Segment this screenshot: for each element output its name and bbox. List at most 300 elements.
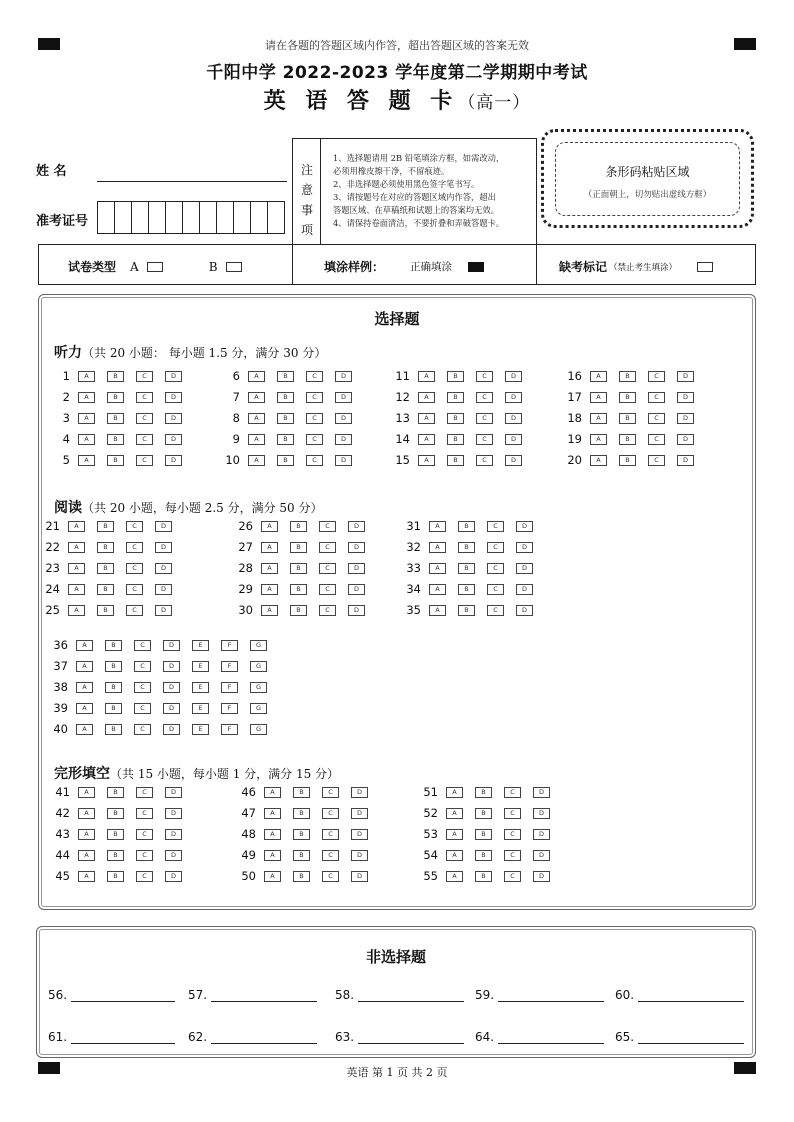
- option-d-bubble[interactable]: D: [348, 521, 365, 532]
- option-b-bubble[interactable]: B: [105, 682, 122, 693]
- option-c-bubble[interactable]: C: [487, 605, 504, 616]
- option-c-bubble[interactable]: C: [134, 703, 151, 714]
- option-c-bubble[interactable]: C: [306, 371, 323, 382]
- option-b-bubble[interactable]: B: [475, 829, 492, 840]
- option-b-bubble[interactable]: B: [105, 724, 122, 735]
- option-d-bubble[interactable]: D: [351, 850, 368, 861]
- option-a-bubble[interactable]: A: [418, 434, 435, 445]
- exam-id-label: 准考证号: [36, 214, 89, 229]
- option-e-bubble[interactable]: E: [192, 703, 209, 714]
- option-c-bubble[interactable]: C: [476, 371, 493, 382]
- question-19: [562, 432, 706, 446]
- option-b-bubble[interactable]: B: [277, 392, 294, 403]
- option-d-bubble[interactable]: D: [351, 829, 368, 840]
- id-cell[interactable]: [233, 201, 250, 234]
- option-c-bubble[interactable]: C: [306, 392, 323, 403]
- option-d-bubble[interactable]: D: [165, 850, 182, 861]
- option-a-bubble[interactable]: A: [590, 434, 607, 445]
- question-23: [40, 561, 184, 575]
- option-d-bubble[interactable]: D: [155, 563, 172, 574]
- option-f-bubble[interactable]: F: [221, 724, 238, 735]
- option-c-bubble[interactable]: C: [648, 413, 665, 424]
- option-a-bubble[interactable]: A: [78, 434, 95, 445]
- question-number: 28: [238, 561, 253, 575]
- option-d-bubble[interactable]: D: [155, 521, 172, 532]
- answer-line[interactable]: [211, 1031, 317, 1044]
- option-a-bubble[interactable]: A: [78, 787, 95, 798]
- option-c-bubble[interactable]: C: [476, 434, 493, 445]
- answer-line[interactable]: [71, 989, 175, 1002]
- option-b-bubble[interactable]: B: [475, 787, 492, 798]
- option-a-bubble[interactable]: A: [76, 724, 93, 735]
- answer-line[interactable]: [498, 1031, 604, 1044]
- option-d-bubble[interactable]: D: [348, 584, 365, 595]
- answer-line[interactable]: [71, 1031, 175, 1044]
- option-a-bubble[interactable]: A: [76, 640, 93, 651]
- option-c-bubble[interactable]: C: [306, 455, 323, 466]
- option-d-bubble[interactable]: D: [505, 413, 522, 424]
- option-b-bubble[interactable]: B: [458, 563, 475, 574]
- answer-blank-57: [188, 988, 317, 1002]
- option-d-bubble[interactable]: D: [348, 563, 365, 574]
- option-a-bubble[interactable]: A: [68, 563, 85, 574]
- option-e-bubble[interactable]: E: [192, 724, 209, 735]
- option-b-bubble[interactable]: B: [97, 584, 114, 595]
- option-a-bubble[interactable]: A: [261, 605, 278, 616]
- type-b-checkbox[interactable]: [226, 262, 242, 272]
- option-a-bubble[interactable]: A: [590, 455, 607, 466]
- option-d-bubble[interactable]: D: [163, 661, 180, 672]
- option-d-bubble[interactable]: D: [165, 434, 182, 445]
- option-c-bubble[interactable]: C: [487, 584, 504, 595]
- option-d-bubble[interactable]: D: [163, 682, 180, 693]
- question-55: [418, 869, 562, 883]
- option-c-bubble[interactable]: C: [126, 584, 143, 595]
- option-a-bubble[interactable]: A: [78, 850, 95, 861]
- answer-line[interactable]: [638, 989, 744, 1002]
- option-b-bubble[interactable]: B: [107, 392, 124, 403]
- option-b-bubble[interactable]: B: [458, 605, 475, 616]
- option-b-bubble[interactable]: B: [105, 661, 122, 672]
- question-number: 50: [241, 869, 256, 883]
- option-b-bubble[interactable]: B: [293, 850, 310, 861]
- option-b-bubble[interactable]: B: [619, 434, 636, 445]
- option-d-bubble[interactable]: D: [351, 808, 368, 819]
- question-36: [48, 638, 279, 652]
- question-33: [401, 561, 545, 575]
- option-c-bubble[interactable]: C: [136, 871, 153, 882]
- option-a-bubble[interactable]: A: [264, 871, 281, 882]
- option-d-bubble[interactable]: D: [165, 829, 182, 840]
- question-number: 47: [241, 806, 256, 820]
- option-d-bubble[interactable]: D: [348, 542, 365, 553]
- option-c-bubble[interactable]: C: [319, 605, 336, 616]
- option-d-bubble[interactable]: D: [516, 521, 533, 532]
- option-a-bubble[interactable]: A: [248, 455, 265, 466]
- option-c-bubble[interactable]: C: [504, 829, 521, 840]
- answer-line[interactable]: [211, 989, 317, 1002]
- option-g-bubble[interactable]: G: [250, 703, 267, 714]
- option-a-bubble[interactable]: A: [418, 371, 435, 382]
- option-f-bubble[interactable]: F: [221, 661, 238, 672]
- option-b-bubble[interactable]: B: [619, 392, 636, 403]
- option-d-bubble[interactable]: D: [505, 371, 522, 382]
- question-44: [50, 848, 194, 862]
- option-b-bubble[interactable]: B: [458, 584, 475, 595]
- option-f-bubble[interactable]: F: [221, 640, 238, 651]
- option-g-bubble[interactable]: G: [250, 724, 267, 735]
- question-17: [562, 390, 706, 404]
- option-c-bubble[interactable]: C: [136, 434, 153, 445]
- option-d-bubble[interactable]: D: [516, 605, 533, 616]
- id-cell[interactable]: [97, 201, 114, 234]
- question-5: [50, 453, 194, 467]
- option-c-bubble[interactable]: C: [487, 563, 504, 574]
- option-a-bubble[interactable]: A: [261, 584, 278, 595]
- option-a-bubble[interactable]: A: [446, 787, 463, 798]
- question-number: 35: [406, 603, 421, 617]
- option-b-bubble[interactable]: B: [619, 413, 636, 424]
- reading-desc: （共 20 小题，每小题 2.5 分，满分 50 分）: [82, 501, 323, 515]
- option-a-bubble[interactable]: A: [429, 542, 446, 553]
- option-d-bubble[interactable]: D: [165, 455, 182, 466]
- option-a-bubble[interactable]: A: [590, 371, 607, 382]
- question-27: [233, 540, 377, 554]
- question-49: [236, 848, 380, 862]
- option-b-bubble[interactable]: B: [290, 563, 307, 574]
- question-42: [50, 806, 194, 820]
- option-c-bubble[interactable]: C: [306, 434, 323, 445]
- question-3: [50, 411, 194, 425]
- option-a-bubble[interactable]: A: [264, 787, 281, 798]
- option-a-bubble[interactable]: A: [264, 808, 281, 819]
- option-d-bubble[interactable]: D: [163, 640, 180, 651]
- question-number: 13: [395, 411, 410, 425]
- option-a-bubble[interactable]: A: [418, 413, 435, 424]
- option-c-bubble[interactable]: C: [648, 434, 665, 445]
- option-d-bubble[interactable]: D: [155, 605, 172, 616]
- option-c-bubble[interactable]: C: [136, 829, 153, 840]
- exam-id-boxes[interactable]: [97, 201, 285, 234]
- question-number: 46: [241, 785, 256, 799]
- option-d-bubble[interactable]: D: [505, 392, 522, 403]
- option-b-bubble[interactable]: B: [107, 829, 124, 840]
- option-b-bubble[interactable]: B: [107, 371, 124, 382]
- option-b-bubble[interactable]: B: [475, 808, 492, 819]
- option-d-bubble[interactable]: D: [351, 787, 368, 798]
- option-d-bubble[interactable]: D: [533, 850, 550, 861]
- option-b-bubble[interactable]: B: [97, 521, 114, 532]
- answer-line[interactable]: [358, 1031, 464, 1044]
- option-b-bubble[interactable]: B: [277, 413, 294, 424]
- option-b-bubble[interactable]: B: [107, 871, 124, 882]
- option-d-bubble[interactable]: D: [335, 455, 352, 466]
- option-c-bubble[interactable]: C: [134, 640, 151, 651]
- option-a-bubble[interactable]: A: [248, 413, 265, 424]
- option-d-bubble[interactable]: D: [335, 413, 352, 424]
- answer-blank-59: [475, 988, 604, 1002]
- option-a-bubble[interactable]: A: [78, 829, 95, 840]
- listening-desc: （共 20 小题： 每小题 1.5 分，满分 30 分）: [82, 346, 327, 360]
- option-a-bubble[interactable]: A: [261, 542, 278, 553]
- option-b-bubble[interactable]: B: [290, 584, 307, 595]
- option-b-bubble[interactable]: B: [619, 455, 636, 466]
- option-a-bubble[interactable]: A: [261, 563, 278, 574]
- option-a-bubble[interactable]: A: [429, 563, 446, 574]
- name-field[interactable]: [97, 181, 287, 182]
- question-number: 9: [232, 432, 240, 446]
- option-c-bubble[interactable]: C: [136, 455, 153, 466]
- option-c-bubble[interactable]: C: [322, 829, 339, 840]
- answer-line[interactable]: [638, 1031, 744, 1044]
- option-c-bubble[interactable]: C: [126, 542, 143, 553]
- card-title: [0, 84, 794, 115]
- option-c-bubble[interactable]: C: [126, 605, 143, 616]
- option-a-bubble[interactable]: A: [446, 808, 463, 819]
- option-c-bubble[interactable]: C: [487, 542, 504, 553]
- option-d-bubble[interactable]: D: [335, 434, 352, 445]
- type-a-checkbox[interactable]: [147, 262, 163, 272]
- option-d-bubble[interactable]: D: [533, 808, 550, 819]
- option-c-bubble[interactable]: C: [319, 542, 336, 553]
- question-29: [233, 582, 377, 596]
- option-f-bubble[interactable]: F: [221, 703, 238, 714]
- answer-blank-62: [188, 1030, 317, 1044]
- option-c-bubble[interactable]: C: [322, 808, 339, 819]
- option-c-bubble[interactable]: C: [322, 871, 339, 882]
- option-b-bubble[interactable]: B: [447, 434, 464, 445]
- option-d-bubble[interactable]: D: [505, 434, 522, 445]
- option-g-bubble[interactable]: G: [250, 682, 267, 693]
- option-b-bubble[interactable]: B: [107, 413, 124, 424]
- reading-name: 阅读: [54, 500, 82, 516]
- option-a-bubble[interactable]: A: [418, 455, 435, 466]
- option-c-bubble[interactable]: C: [476, 392, 493, 403]
- option-c-bubble[interactable]: C: [476, 413, 493, 424]
- option-a-bubble[interactable]: A: [76, 661, 93, 672]
- option-c-bubble[interactable]: C: [648, 392, 665, 403]
- question-number: 24: [45, 582, 60, 596]
- option-c-bubble[interactable]: C: [126, 521, 143, 532]
- question-48: [236, 827, 380, 841]
- option-b-bubble[interactable]: B: [97, 605, 114, 616]
- option-b-bubble[interactable]: B: [458, 542, 475, 553]
- option-b-bubble[interactable]: B: [293, 787, 310, 798]
- option-b-bubble[interactable]: B: [447, 392, 464, 403]
- option-d-bubble[interactable]: D: [165, 808, 182, 819]
- option-a-bubble[interactable]: A: [248, 392, 265, 403]
- option-a-bubble[interactable]: A: [590, 413, 607, 424]
- question-number: 36: [53, 638, 68, 652]
- option-d-bubble[interactable]: D: [165, 413, 182, 424]
- id-cell[interactable]: [114, 201, 131, 234]
- option-c-bubble[interactable]: C: [126, 563, 143, 574]
- option-f-bubble[interactable]: F: [221, 682, 238, 693]
- option-d-bubble[interactable]: D: [677, 413, 694, 424]
- id-cell[interactable]: [182, 201, 199, 234]
- id-cell[interactable]: [131, 201, 148, 234]
- option-d-bubble[interactable]: D: [155, 584, 172, 595]
- option-c-bubble[interactable]: C: [322, 787, 339, 798]
- question-31: [401, 519, 545, 533]
- option-b-bubble[interactable]: B: [475, 871, 492, 882]
- option-g-bubble[interactable]: G: [250, 640, 267, 651]
- option-d-bubble[interactable]: D: [516, 563, 533, 574]
- option-a-bubble[interactable]: A: [248, 434, 265, 445]
- option-b-bubble[interactable]: B: [105, 703, 122, 714]
- option-e-bubble[interactable]: E: [192, 682, 209, 693]
- option-c-bubble[interactable]: C: [319, 584, 336, 595]
- option-a-bubble[interactable]: A: [78, 413, 95, 424]
- option-d-bubble[interactable]: D: [533, 871, 550, 882]
- question-13: [390, 411, 534, 425]
- option-c-bubble[interactable]: C: [504, 808, 521, 819]
- option-d-bubble[interactable]: D: [163, 724, 180, 735]
- option-b-bubble[interactable]: B: [97, 563, 114, 574]
- notice-line: 答题区域、在草稿纸和试题上的答案均无效。: [333, 205, 499, 215]
- option-b-bubble[interactable]: B: [447, 371, 464, 382]
- option-a-bubble[interactable]: A: [78, 871, 95, 882]
- option-d-bubble[interactable]: D: [165, 371, 182, 382]
- question-number: 33: [406, 561, 421, 575]
- option-b-bubble[interactable]: B: [107, 455, 124, 466]
- option-c-bubble[interactable]: C: [504, 871, 521, 882]
- option-a-bubble[interactable]: A: [446, 829, 463, 840]
- option-c-bubble[interactable]: C: [136, 392, 153, 403]
- option-a-bubble[interactable]: A: [590, 392, 607, 403]
- option-d-bubble[interactable]: D: [505, 455, 522, 466]
- option-a-bubble[interactable]: A: [429, 521, 446, 532]
- option-c-bubble[interactable]: C: [648, 371, 665, 382]
- option-b-bubble[interactable]: B: [290, 605, 307, 616]
- question-6: [220, 369, 364, 383]
- option-b-bubble[interactable]: B: [107, 808, 124, 819]
- option-c-bubble[interactable]: C: [476, 455, 493, 466]
- question-number: 14: [395, 432, 410, 446]
- option-b-bubble[interactable]: B: [447, 413, 464, 424]
- sample-filled-box: [468, 262, 484, 272]
- option-b-bubble[interactable]: B: [277, 455, 294, 466]
- option-b-bubble[interactable]: B: [619, 371, 636, 382]
- answer-line[interactable]: [358, 989, 464, 1002]
- option-a-bubble[interactable]: A: [429, 605, 446, 616]
- option-c-bubble[interactable]: C: [136, 850, 153, 861]
- option-e-bubble[interactable]: E: [192, 640, 209, 651]
- id-cell[interactable]: [199, 201, 216, 234]
- option-a-bubble[interactable]: A: [446, 850, 463, 861]
- answer-line[interactable]: [498, 989, 604, 1002]
- option-b-bubble[interactable]: B: [107, 787, 124, 798]
- option-d-bubble[interactable]: D: [155, 542, 172, 553]
- option-b-bubble[interactable]: B: [475, 850, 492, 861]
- option-d-bubble[interactable]: D: [165, 871, 182, 882]
- option-c-bubble[interactable]: C: [322, 850, 339, 861]
- option-d-bubble[interactable]: D: [163, 703, 180, 714]
- option-b-bubble[interactable]: B: [458, 521, 475, 532]
- option-d-bubble[interactable]: D: [677, 371, 694, 382]
- option-b-bubble[interactable]: B: [107, 850, 124, 861]
- option-b-bubble[interactable]: B: [290, 521, 307, 532]
- option-a-bubble[interactable]: A: [68, 521, 85, 532]
- option-d-bubble[interactable]: D: [516, 542, 533, 553]
- option-a-bubble[interactable]: A: [264, 850, 281, 861]
- id-cell[interactable]: [165, 201, 182, 234]
- absent-checkbox[interactable]: [697, 262, 713, 272]
- option-d-bubble[interactable]: D: [165, 392, 182, 403]
- option-a-bubble[interactable]: A: [261, 521, 278, 532]
- option-e-bubble[interactable]: E: [192, 661, 209, 672]
- option-b-bubble[interactable]: B: [293, 871, 310, 882]
- option-b-bubble[interactable]: B: [447, 455, 464, 466]
- option-a-bubble[interactable]: A: [78, 808, 95, 819]
- option-a-bubble[interactable]: A: [248, 371, 265, 382]
- option-g-bubble[interactable]: G: [250, 661, 267, 672]
- option-c-bubble[interactable]: C: [134, 661, 151, 672]
- option-a-bubble[interactable]: A: [68, 584, 85, 595]
- option-c-bubble[interactable]: C: [134, 682, 151, 693]
- option-b-bubble[interactable]: B: [277, 434, 294, 445]
- option-b-bubble[interactable]: B: [277, 371, 294, 382]
- option-b-bubble[interactable]: B: [105, 640, 122, 651]
- option-b-bubble[interactable]: B: [97, 542, 114, 553]
- option-d-bubble[interactable]: D: [335, 371, 352, 382]
- option-d-bubble[interactable]: D: [165, 787, 182, 798]
- option-c-bubble[interactable]: C: [504, 787, 521, 798]
- option-c-bubble[interactable]: C: [319, 521, 336, 532]
- option-d-bubble[interactable]: D: [533, 829, 550, 840]
- option-a-bubble[interactable]: A: [76, 682, 93, 693]
- option-c-bubble[interactable]: C: [134, 724, 151, 735]
- option-c-bubble[interactable]: C: [487, 521, 504, 532]
- option-d-bubble[interactable]: D: [533, 787, 550, 798]
- option-d-bubble[interactable]: D: [677, 455, 694, 466]
- option-c-bubble[interactable]: C: [504, 850, 521, 861]
- option-a-bubble[interactable]: A: [78, 455, 95, 466]
- option-a-bubble[interactable]: A: [78, 371, 95, 382]
- option-b-bubble[interactable]: B: [290, 542, 307, 553]
- option-a-bubble[interactable]: A: [429, 584, 446, 595]
- option-c-bubble[interactable]: C: [319, 563, 336, 574]
- option-c-bubble[interactable]: C: [136, 787, 153, 798]
- option-a-bubble[interactable]: A: [76, 703, 93, 714]
- option-d-bubble[interactable]: D: [677, 434, 694, 445]
- option-c-bubble[interactable]: C: [648, 455, 665, 466]
- option-a-bubble[interactable]: A: [418, 392, 435, 403]
- option-b-bubble[interactable]: B: [107, 434, 124, 445]
- option-b-bubble[interactable]: B: [293, 829, 310, 840]
- option-a-bubble[interactable]: A: [68, 605, 85, 616]
- option-a-bubble[interactable]: A: [446, 871, 463, 882]
- id-cell[interactable]: [148, 201, 165, 234]
- option-d-bubble[interactable]: D: [348, 605, 365, 616]
- option-b-bubble[interactable]: B: [293, 808, 310, 819]
- option-d-bubble[interactable]: D: [335, 392, 352, 403]
- option-c-bubble[interactable]: C: [306, 413, 323, 424]
- option-a-bubble[interactable]: A: [264, 829, 281, 840]
- option-c-bubble[interactable]: C: [136, 808, 153, 819]
- option-a-bubble[interactable]: A: [68, 542, 85, 553]
- option-d-bubble[interactable]: D: [516, 584, 533, 595]
- option-d-bubble[interactable]: D: [677, 392, 694, 403]
- question-number: 55: [423, 869, 438, 883]
- option-d-bubble[interactable]: D: [351, 871, 368, 882]
- id-cell[interactable]: [216, 201, 233, 234]
- option-c-bubble[interactable]: C: [136, 371, 153, 382]
- id-cell[interactable]: [250, 201, 267, 234]
- id-cell[interactable]: [267, 201, 285, 234]
- option-c-bubble[interactable]: C: [136, 413, 153, 424]
- option-a-bubble[interactable]: A: [78, 392, 95, 403]
